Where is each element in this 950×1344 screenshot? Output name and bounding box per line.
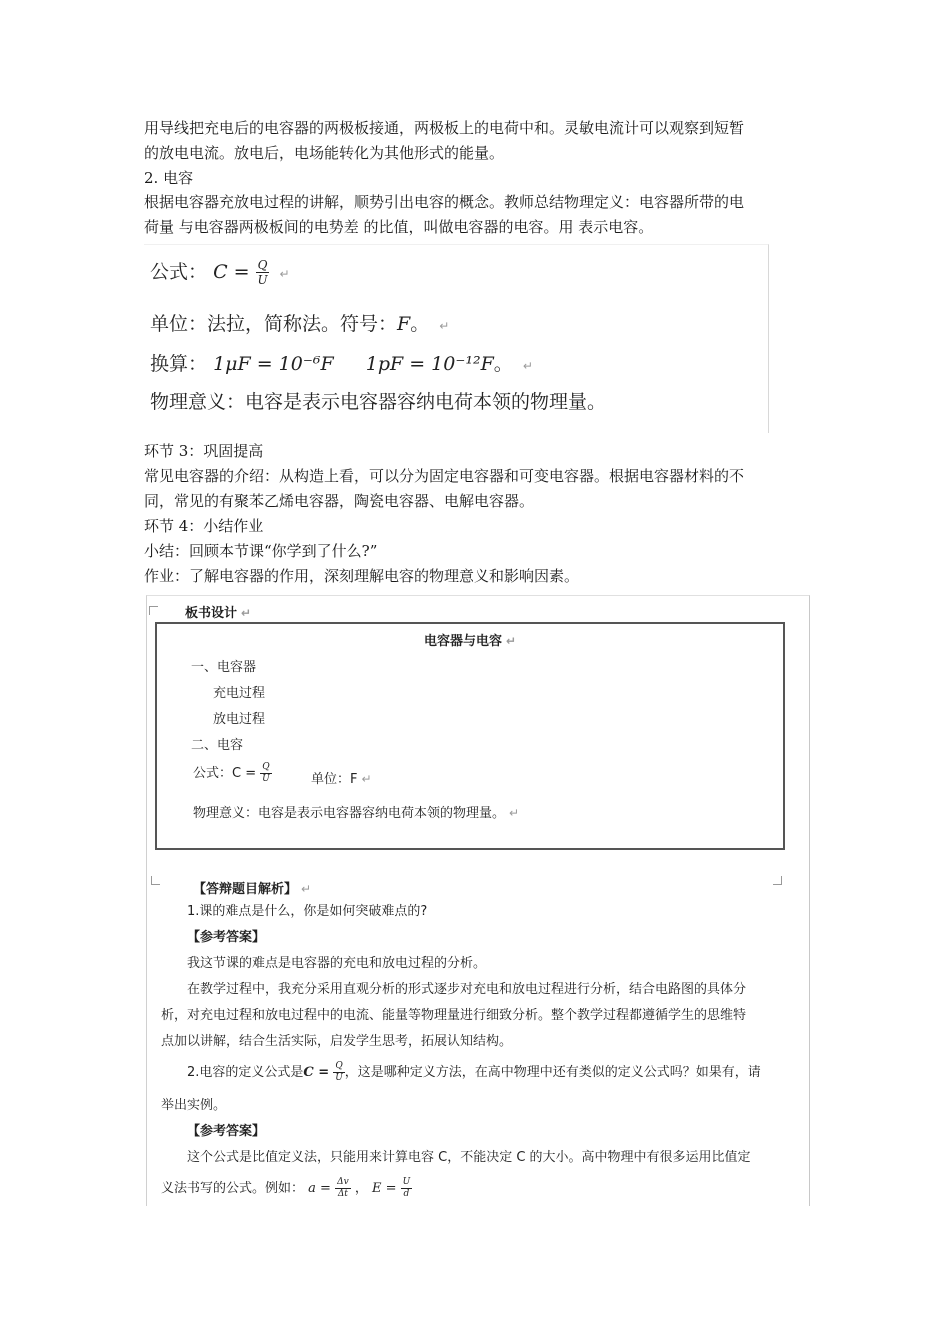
answer-1-line: 析，对充电过程和放电过程中的电流、能量等物理量进行细致分析。整个教学过程都遵循学生的思维特: [161, 1008, 747, 1023]
fraction-denominator: U: [257, 273, 268, 287]
unit-line: [150, 309, 449, 336]
meaning-text: 物理意义：电容是表示电容器容纳电荷本领的物理量。: [150, 391, 607, 413]
paragraph-line: 同，常见的有聚苯乙烯电容器，陶瓷电容器、电解电容器。: [144, 492, 535, 510]
formula-image: [144, 244, 769, 433]
acceleration-fraction: [335, 1178, 351, 1199]
section-heading: 2. 电容: [144, 169, 194, 187]
conversion-pico: 1pF = 10⁻¹²F: [365, 353, 494, 375]
meaning-line: [150, 387, 606, 414]
fraction-denominator: d: [403, 1189, 410, 1199]
conversion-line: [150, 349, 533, 376]
board-design-image: [146, 595, 810, 1206]
fraction-numerator: Q: [257, 258, 268, 272]
answer-2-line: 义法书写的公式。例如： a = $\frac{\Delta v}{\Delta t}$ ， E = $\frac{U}{d}$: [161, 1177, 411, 1199]
answer-1-line: 在教学过程中，我充分采用直观分析的形式逐步对充电和放电过程进行分析，结合电路图的具体分: [187, 982, 747, 997]
board-unit: 单位：F ↵: [311, 772, 372, 787]
board-fraction: [260, 763, 271, 784]
return-mark-icon: ↵: [279, 267, 290, 281]
unit-text: 单位：法拉，简称法。符号：: [150, 313, 398, 335]
fraction-denominator: U: [262, 774, 270, 784]
fraction-denominator: Δt: [337, 1189, 348, 1199]
board-subitem: 放电过程: [213, 712, 266, 727]
board-item: 一、电容器: [191, 660, 257, 675]
formula-lhs: C =: [213, 261, 250, 283]
reference-answer-label: 【参考答案】: [187, 930, 266, 945]
return-mark-icon: ↵: [522, 359, 533, 373]
board-frame: [155, 622, 785, 850]
return-mark-icon: ↵: [241, 606, 252, 620]
question-2-line: 举出实例。: [161, 1098, 227, 1113]
crop-mark-icon: [151, 876, 160, 885]
paragraph-line: 根据电容器充放电过程的讲解，顺势引出电容的概念。教师总结物理定义：电容器所带的电: [144, 193, 745, 211]
answer-1-paragraph: 我这节课的难点是电容器的充电和放电过程的分析。: [187, 956, 487, 971]
fraction-numerator: U: [402, 1177, 411, 1187]
conversion-micro: 1μF = 10⁻⁶F: [213, 353, 334, 375]
board-subitem: 充电过程: [213, 686, 266, 701]
answer-1-line: 点加以讲解，结合生活实际，启发学生思考，拓展认知结构。: [161, 1034, 513, 1049]
fraction-denominator: U: [335, 1073, 343, 1083]
answers-section-title: 【答辩题目解析】 ↵: [193, 882, 312, 897]
conversion-label: 换算：: [150, 353, 208, 375]
fraction-numerator: Q: [262, 762, 270, 772]
crop-mark-icon: [149, 606, 158, 615]
return-mark-icon: ↵: [301, 882, 312, 896]
board-title: 板书设计 ↵: [185, 606, 252, 621]
conversion-end: 。: [493, 353, 513, 375]
formula-label: 公式：: [150, 261, 208, 283]
return-mark-icon: ↵: [361, 772, 372, 786]
field-fraction: [401, 1178, 413, 1199]
paragraph-line: 荷量 与电容器两极板间的电势差 的比值，叫做电容器的电容。用 表示电容。: [144, 218, 654, 236]
section-heading: 环节 3：巩固提高: [144, 442, 264, 460]
board-meaning: 物理意义：电容是表示电容器容纳电荷本领的物理量。 ↵: [193, 806, 520, 821]
board-item: 二、电容: [191, 738, 244, 753]
paragraph-line: 常见电容器的介绍：从构造上看，可以分为固定电容器和可变电容器。根据电容器材料的不: [144, 467, 745, 485]
board-formula: 公式：C = $\frac{Q}{U}$: [193, 762, 270, 784]
formula-line: [150, 257, 290, 286]
return-mark-icon: ↵: [509, 806, 520, 820]
question-2-fraction: [333, 1062, 344, 1083]
crop-mark-icon: [773, 876, 782, 885]
question-2: 2.电容的定义公式是C = $\frac{Q}{U}$ ，这是哪种定义方法，在高中物理中还有类似的定义公式吗？如果有，请: [187, 1061, 761, 1083]
question-1: 1.课的难点是什么，你是如何突破难点的?: [187, 904, 428, 919]
paragraph-line: 用导线把充电后的电容器的两极板接通，两极板上的电荷中和。灵敏电流计可以观察到短暂: [144, 119, 745, 137]
fraction-numerator: Δv: [337, 1177, 349, 1187]
return-mark-icon: ↵: [505, 634, 517, 648]
unit-end: 。: [410, 313, 430, 335]
return-mark-icon: ↵: [439, 319, 450, 333]
paragraph-line: 的放电电流。放电后，电场能转化为其他形式的能量。: [144, 144, 505, 162]
reference-answer-label: 【参考答案】: [187, 1124, 266, 1139]
unit-symbol: F: [397, 313, 411, 335]
formula-fraction: [256, 259, 270, 286]
fraction-numerator: Q: [335, 1061, 343, 1071]
homework-line: 作业：了解电容器的作用，深刻理解电容的物理意义和影响因素。: [144, 567, 580, 585]
summary-line: 小结：回顾本节课“你学到了什么?”: [144, 542, 378, 560]
answer-2-line: 这个公式是比值定义法，只能用来计算电容 C，不能决定 C 的大小。高中物理中有很多运用比值定: [187, 1150, 751, 1165]
board-heading: 电容器与电容 ↵: [423, 634, 517, 649]
section-heading: 环节 4：小结作业: [144, 517, 264, 535]
